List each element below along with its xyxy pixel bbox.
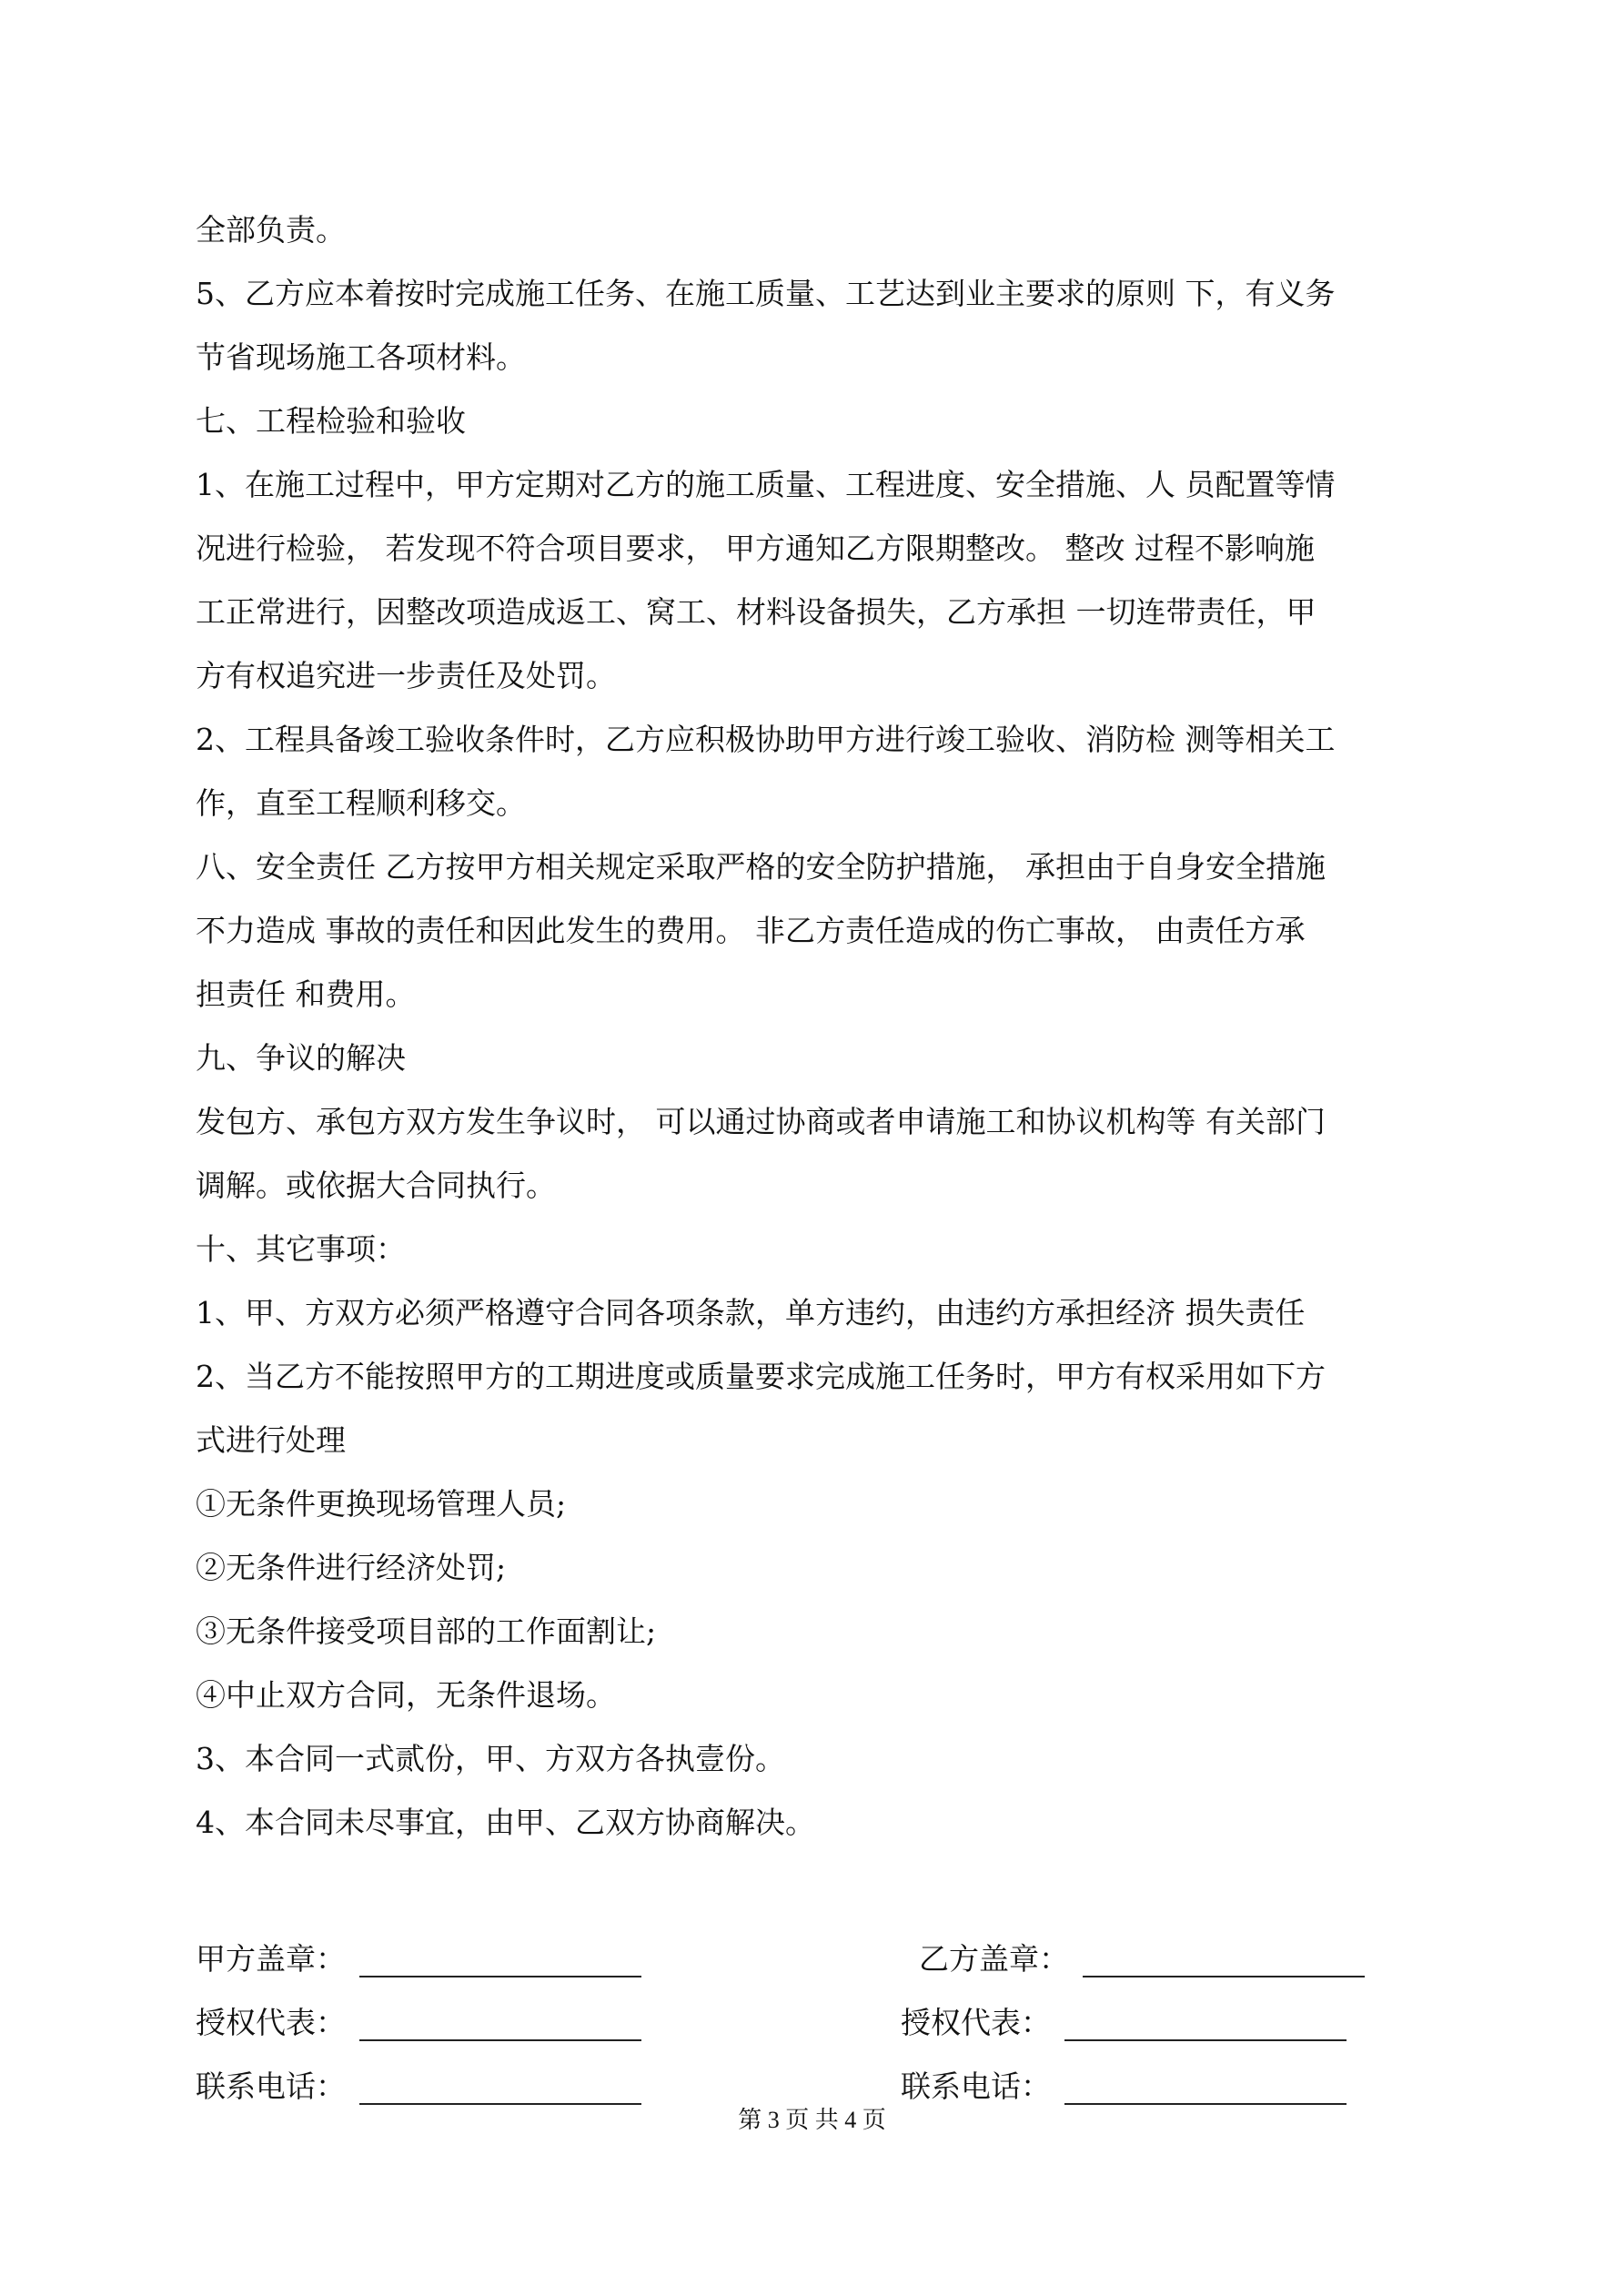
body-line: ①无条件更换现场管理人员;	[196, 1486, 567, 1522]
body-line: 5、乙方应本着按时完成施工任务、在施工质量、工艺达到业主要求的原则 下，有义务	[196, 276, 1336, 311]
body-line: 调解。或依据大合同执行。	[196, 1168, 556, 1203]
party-b-seal-label: 乙方盖章：	[919, 1941, 1069, 1977]
body-line: 发包方、承包方双方发生争议时， 可以通过协商或者申请施工和协议机构等 有关部门	[196, 1104, 1326, 1139]
body-line: 不力造成 事故的责任和因此发生的费用。 非乙方责任造成的伤亡事故， 由责任方承	[196, 913, 1306, 948]
party-b-rep-label: 授权代表：	[901, 2005, 1051, 2040]
body-line: 全部负责。	[196, 212, 346, 248]
body-line: 2、工程具备竣工验收条件时，乙方应积极协助甲方进行竣工验收、消防检 测等相关工	[196, 722, 1336, 757]
party-a-rep-blank	[359, 2039, 641, 2041]
body-line: ④中止双方合同，无条件退场。	[196, 1677, 616, 1713]
party-b-seal-blank	[1083, 1976, 1365, 1977]
body-line: 式进行处理	[196, 1422, 346, 1458]
body-line: 3、本合同一式贰份，甲、方双方各执壹份。	[196, 1741, 785, 1776]
body-line: 况进行检验， 若发现不符合项目要求， 甲方通知乙方限期整改。 整改 过程不影响施	[196, 531, 1315, 566]
body-line: 节省现场施工各项材料。	[196, 339, 526, 375]
party-a-seal-label: 甲方盖章：	[196, 1941, 346, 1977]
body-line: 2、当乙方不能按照甲方的工期进度或质量要求完成施工任务时，甲方有权采用如下方	[196, 1359, 1326, 1394]
body-line: 方有权追究进一步责任及处罚。	[196, 658, 616, 693]
party-a-phone-label: 联系电话：	[196, 2068, 346, 2104]
body-line: 1、甲、方双方必须严格遵守合同各项条款，单方违约，由违约方承担经济 损失责任	[196, 1295, 1306, 1330]
body-line: 十、其它事项：	[196, 1231, 406, 1267]
party-a-seal-blank	[359, 1976, 641, 1977]
body-line: ③无条件接受项目部的工作面割让;	[196, 1613, 657, 1649]
body-line: 担责任 和费用。	[196, 976, 416, 1012]
party-b-phone-label: 联系电话：	[901, 2068, 1051, 2104]
party-b-rep-blank	[1064, 2039, 1347, 2041]
body-line: 八、安全责任 乙方按甲方相关规定采取严格的安全防护措施， 承担由于自身安全措施	[196, 849, 1326, 885]
body-line: 工正常进行，因整改项造成返工、窝工、材料设备损失，乙方承担 一切连带责任，甲	[196, 594, 1316, 630]
body-line: 七、工程检验和验收	[196, 403, 466, 439]
body-line: ②无条件进行经济处罚;	[196, 1550, 507, 1585]
page-number-footer: 第 3 页 共 4 页	[738, 2107, 886, 2133]
body-line: 作，直至工程顺利移交。	[196, 785, 526, 821]
body-line: 九、争议的解决	[196, 1040, 406, 1076]
party-a-rep-label: 授权代表：	[196, 2005, 346, 2040]
body-line: 4、本合同未尽事宜，由甲、乙双方协商解决。	[196, 1805, 815, 1840]
body-line: 1、在施工过程中，甲方定期对乙方的施工质量、工程进度、安全措施、人 员配置等情	[196, 467, 1336, 502]
